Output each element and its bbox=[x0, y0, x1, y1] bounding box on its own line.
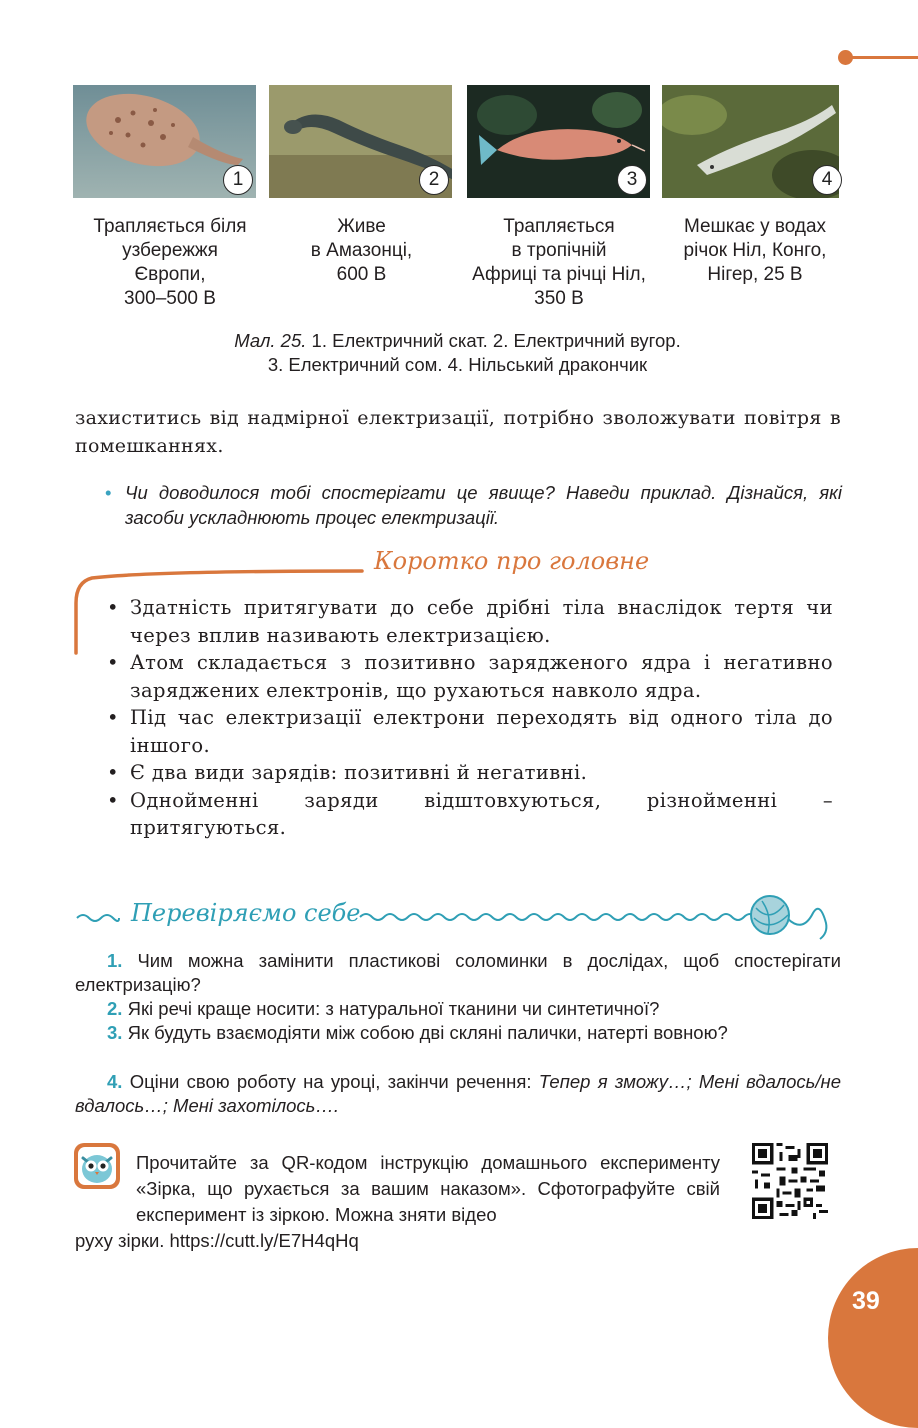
caption-line: 300–500 В bbox=[124, 288, 216, 309]
body-paragraph: захиститись від надмірної електризації, потрібно зволожувати повітря в помешканнях. bbox=[75, 407, 841, 457]
summary-item: • Є два види зарядів: позитивні й негативні. bbox=[103, 759, 833, 787]
question-number: 2. bbox=[107, 998, 123, 1019]
caption-line: Мешкає у водах bbox=[683, 216, 827, 237]
question-text: Які речі краще носити: з натуральної тканини чи синтетичної? bbox=[122, 998, 660, 1019]
caption-line: Африці та річці Ніл, bbox=[472, 264, 646, 285]
qr-instructions-last-line[interactable]: руху зірки. https://cutt.ly/E7H4qHq bbox=[75, 1230, 359, 1251]
question-italic-text: Тепер я зможу…; Мені вдалось/не вдалось…; Мені захотілось…. bbox=[75, 1071, 841, 1116]
caption-line: Нігер, 25 В bbox=[707, 264, 803, 285]
photo-number-4: 4 bbox=[812, 165, 842, 195]
caption-line: Трапляється bbox=[503, 216, 615, 237]
photo-caption-3 bbox=[450, 215, 668, 311]
bullet-dot-icon: • bbox=[105, 482, 112, 503]
question-bullet-text: Чи доводилося тобі спостерігати це явище? Наведи приклад. Дізнайся, які засоби ускладнюють процес електризації. bbox=[125, 482, 842, 528]
top-decor-line bbox=[846, 56, 918, 59]
summary-item: • Під час електризації електрони переходять від одного тіла до іншого. bbox=[103, 704, 833, 759]
yarn-ball-icon bbox=[748, 893, 833, 943]
question-text: Оціни свою роботу на уроці, закінчи речення: bbox=[122, 1071, 539, 1092]
summary-title: Коротко про головне bbox=[374, 547, 650, 575]
summary-item: • Атом складається з позитивно зарядженого ядра і негативно заряджених електронів, що рухаються навколо ядра. bbox=[103, 649, 833, 704]
caption-line: річок Ніл, Конго, bbox=[683, 240, 827, 261]
figure-caption-line2: 3. Електричний сом. 4. Нільський дракончик bbox=[267, 354, 648, 375]
page-number: 39 bbox=[852, 1287, 880, 1315]
question-2 bbox=[75, 997, 841, 1021]
question-text: Як будуть взаємодіяти між собою дві скляні палички, натерті вовною? bbox=[122, 1022, 728, 1043]
caption-line: Трапляється біля bbox=[93, 216, 247, 237]
question-1 bbox=[75, 949, 841, 997]
summary-item: • Здатність притягувати до себе дрібні тіла внаслідок тертя чи через вплив називають електризацією. bbox=[103, 594, 833, 649]
photo-electric-catfish bbox=[467, 85, 650, 198]
question-bullet bbox=[107, 480, 842, 530]
check-title: Перевіряємо себе bbox=[131, 899, 361, 927]
photo-electric-ray bbox=[73, 85, 256, 198]
question-4 bbox=[75, 1070, 841, 1118]
photo-nile-bichir bbox=[662, 85, 845, 198]
figure-label: Мал. 25. bbox=[234, 330, 307, 351]
caption-line: в Амазонці, bbox=[310, 240, 413, 261]
summary-list bbox=[103, 594, 833, 842]
qr-code[interactable] bbox=[752, 1143, 828, 1219]
photo-caption-1 bbox=[74, 215, 266, 311]
question-number: 4. bbox=[107, 1071, 123, 1092]
question-number: 1. bbox=[107, 950, 123, 971]
caption-line: 600 В bbox=[336, 264, 387, 285]
photo-number-1: 1 bbox=[223, 165, 253, 195]
owl-icon bbox=[73, 1142, 121, 1190]
caption-line: 350 В bbox=[534, 288, 584, 309]
photo-caption-2 bbox=[290, 215, 433, 287]
photo-caption-4 bbox=[666, 215, 844, 287]
wave-decor-right bbox=[358, 908, 758, 924]
photo-electric-eel bbox=[269, 85, 452, 198]
photo-number-2: 2 bbox=[419, 165, 449, 195]
photo-number-3: 3 bbox=[617, 165, 647, 195]
summary-item: • Однойменні заряди відштовхуються, різнойменні – притягуються. bbox=[103, 787, 833, 842]
figure-caption bbox=[100, 329, 815, 377]
caption-line: узбережжя bbox=[122, 240, 218, 261]
question-number: 3. bbox=[107, 1022, 123, 1043]
top-decor-dot bbox=[838, 50, 853, 65]
qr-instructions: Прочитайте за QR-кодом інструкцію домашнього експерименту «Зірка, що рухається за вашим наказом». Сфотографуйте свій експеримент із зіркою. Можна зняти відео bbox=[136, 1152, 720, 1225]
page-number-badge bbox=[828, 1248, 918, 1428]
question-text: Чим можна замінити пластикові соломинки в дослідах, щоб спостерігати електризацію? bbox=[75, 950, 841, 995]
wave-decor-left bbox=[75, 910, 120, 924]
caption-line: в тропічній bbox=[511, 240, 607, 261]
question-3 bbox=[75, 1021, 841, 1045]
caption-line: Європи, bbox=[134, 264, 206, 285]
figure-caption-line1: 1. Електричний скат. 2. Електричний вугор. bbox=[306, 330, 681, 351]
caption-line: Живе bbox=[337, 216, 386, 237]
